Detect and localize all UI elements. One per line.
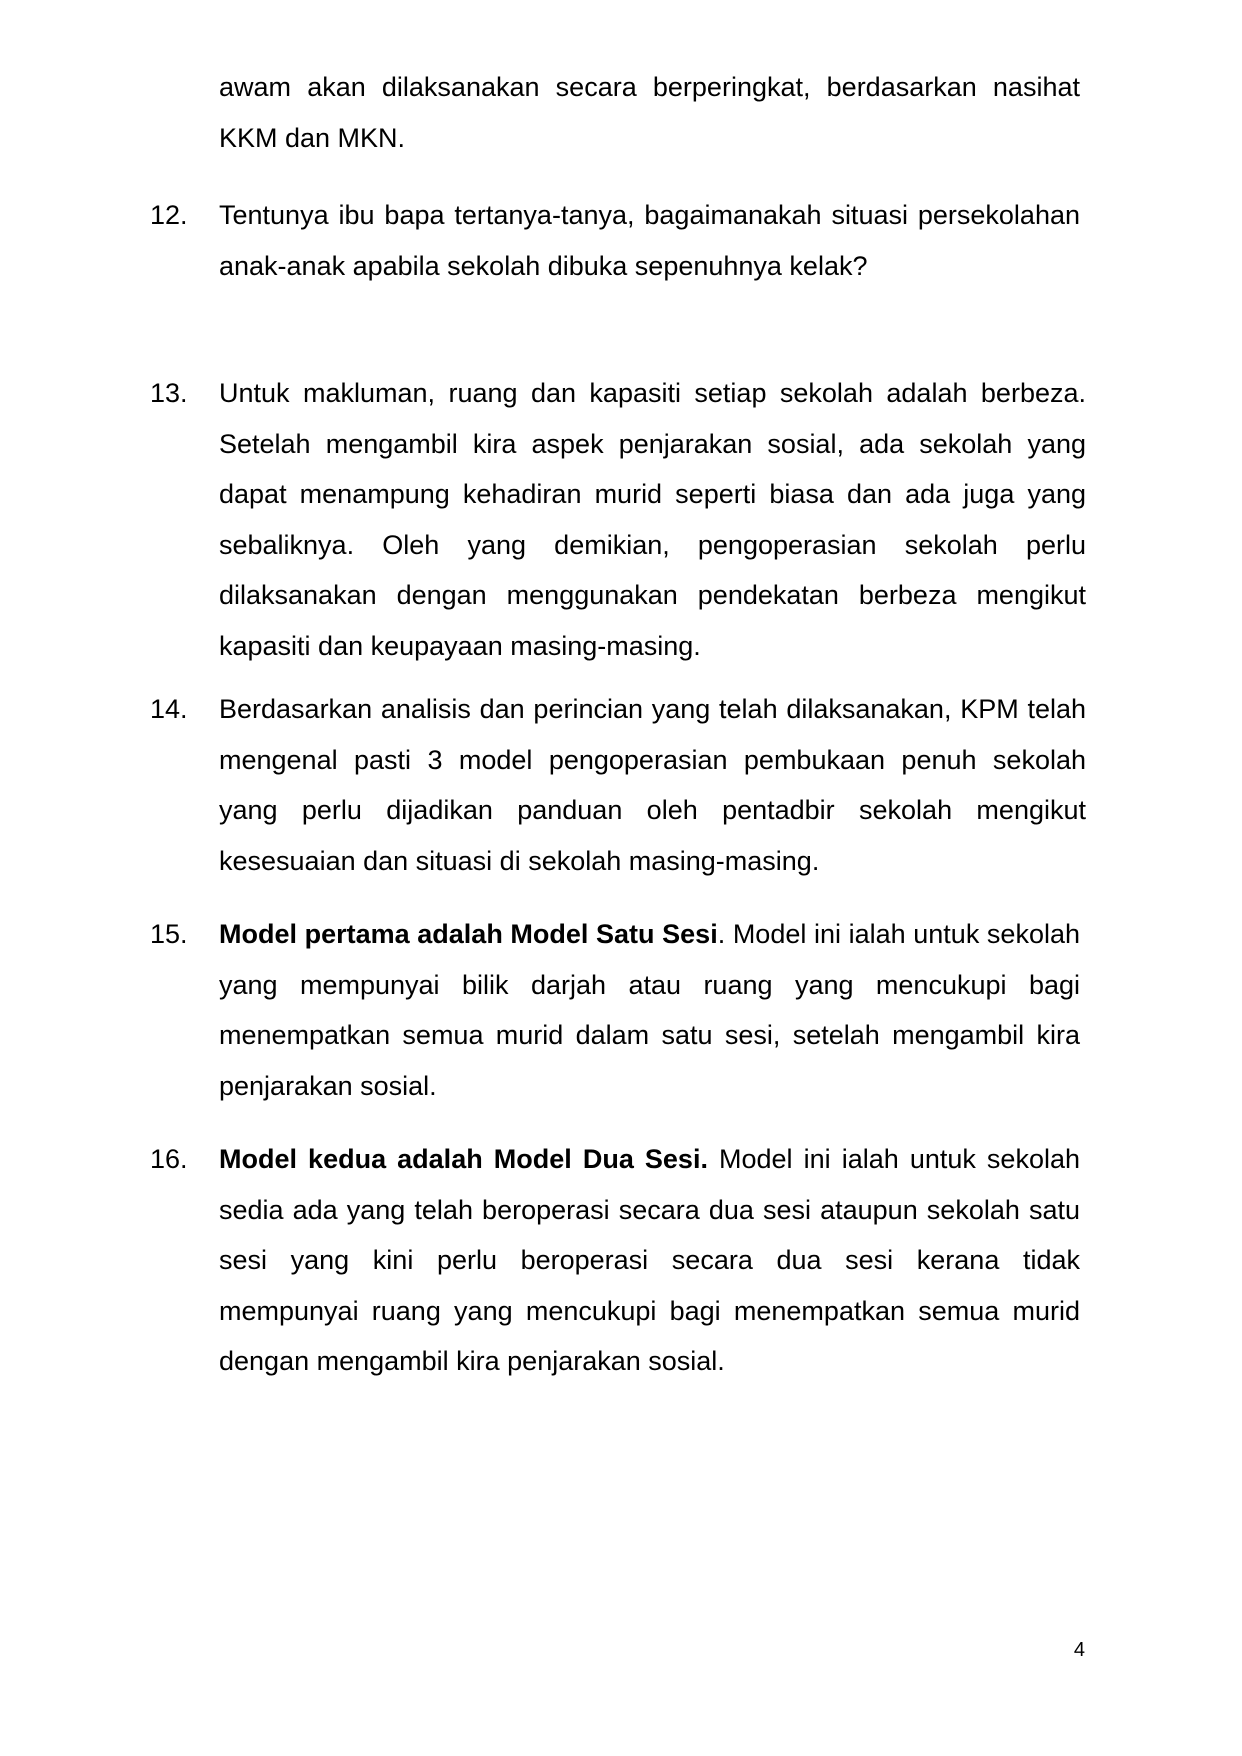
paragraph-lead: Model pertama adalah Model Satu Sesi bbox=[219, 919, 718, 949]
paragraph-text: Untuk makluman, ruang dan kapasiti setiap sekolah adalah berbeza. Setelah mengambil kira aspek penjarakan sosial, ada sekolah yang dapat menampung kehadiran murid seperti biasa dan ada juga yang sebaliknya. Oleh yang demikian, pengoperasian sekolah perlu dilaksanakan dengan menggunakan pendekatan berbeza mengikut kapasiti dan keupayaan masing-masing. bbox=[219, 378, 1086, 661]
paragraph-14 bbox=[150, 684, 1086, 886]
paragraph-lead: Model kedua adalah Model Dua Sesi. bbox=[219, 1144, 708, 1174]
paragraph-text: Berdasarkan analisis dan perincian yang telah dilaksanakan, KPM telah mengenal pasti 3 model pengoperasian pembukaan penuh sekolah yang perlu dijadikan panduan oleh pentadbir sekolah mengikut kesesuaian dan situasi di sekolah masing-masing. bbox=[219, 694, 1086, 876]
paragraph-16 bbox=[150, 1134, 1080, 1387]
paragraph-body bbox=[219, 1134, 1080, 1387]
paragraph-text: Tentunya ibu bapa tertanya-tanya, bagaimanakah situasi persekolahan anak-anak apabila sekolah dibuka sepenuhnya kelak? bbox=[219, 200, 1080, 281]
paragraph-text: Model ini ialah untuk sekolah sedia ada yang telah beroperasi secara dua sesi ataupun sekolah satu sesi yang kini perlu beroperasi secara dua sesi kerana tidak mempunyai ruang yang mencukupi bagi menempatkan semua murid dengan mengambil kira penjarakan sosial. bbox=[219, 1144, 1080, 1376]
paragraph-15 bbox=[150, 909, 1080, 1111]
continuation-text: awam akan dilaksanakan secara berperingkat, berdasarkan nasihat KKM dan MKN. bbox=[219, 72, 1080, 153]
paragraph-number: 14. bbox=[150, 694, 188, 724]
paragraph-number: 12. bbox=[150, 200, 188, 230]
paragraph-text: . Model ini ialah untuk sekolah yang mempunyai bilik darjah atau ruang yang mencukupi bagi menempatkan semua murid dalam satu sesi, setelah mengambil kira penjarakan sosial. bbox=[219, 919, 1080, 1101]
paragraph-number: 16. bbox=[150, 1144, 188, 1174]
page-number: 4 bbox=[1073, 1639, 1085, 1661]
paragraph-13 bbox=[150, 368, 1086, 671]
paragraph-body bbox=[219, 909, 1080, 1111]
paragraph-12 bbox=[150, 190, 1080, 291]
paragraph-number: 15. bbox=[150, 919, 188, 949]
paragraph-number: 13. bbox=[150, 378, 188, 408]
continuation-paragraph bbox=[150, 62, 1080, 163]
